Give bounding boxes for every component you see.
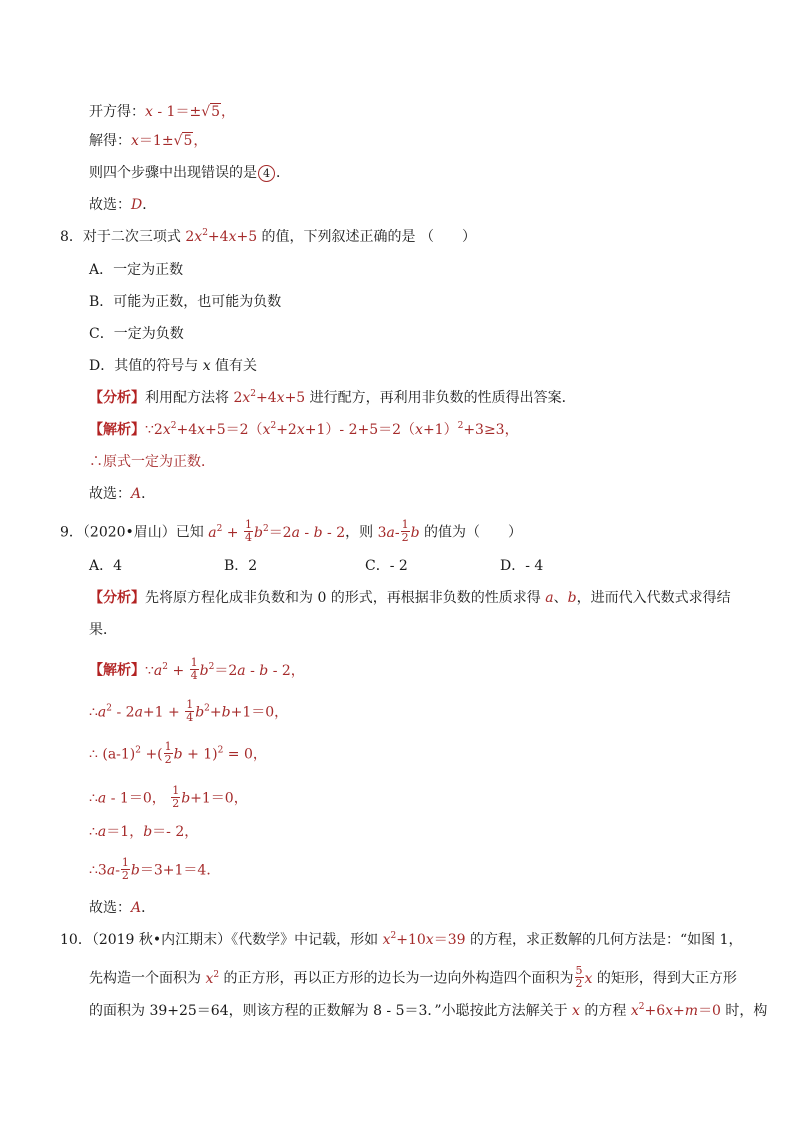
solution-step-result: 解得：x＝1±√5， <box>89 133 208 149</box>
q9-option-d: D．- 4 <box>500 558 544 574</box>
q9-solution-step4: ∴a - 1＝0， $\frac{1}{2}$ b+1＝0， <box>89 784 248 810</box>
q8-analysis: 【分析】利用配方法将 $2x^2+4x+5$ 进行配方，再利用非负数的性质得出答案． <box>89 389 576 406</box>
q8-option-c: C．一定为负数 <box>89 326 184 342</box>
solution-step-square-root: 开方得：x - 1＝±√5， <box>89 104 236 120</box>
q9-solution-step2: $\therefore a^2 - 2a+1$ + $\frac{1}{4}$ $b^2+b+1=0$， <box>89 698 289 724</box>
q8-conclusion: ∴原式一定为正数． <box>89 454 215 470</box>
q8-option-b: B．可能为正数，也可能为负数 <box>89 294 282 310</box>
q8-solution: 【解析】$\because 2x^2+4x+5=2(x^2+2x+1)-$ $2+5=2(x+1)^2+3\ge 3$， <box>89 421 519 438</box>
q9-solution-step3: ∴ $(a-1)^2$ +( $\frac{1}{2}$ b + 1)$^2$ = 0， <box>89 740 267 766</box>
question-9-stem: 9．（2020•眉山）已知 $a^2$ + $\frac{1}{4}$ $b^2=2a - b - 2$，则 3a- $\frac{1}{2}$ b 的值为（ ） <box>60 518 523 544</box>
question-10-line2: 先构造一个面积为 $x^2$ 的正方形，再以正方形的边长为一边向外构造四个面积为 $\frac{5}{2}$ x 的矩形，得到大正方形 <box>89 964 737 990</box>
q9-solution-step6: ∴3a- $\frac{1}{2}$ b＝3+1＝4． <box>89 856 221 882</box>
q9-option-c: C．- 2 <box>365 558 408 574</box>
q9-solution-step1: 【解析】$\because a^2$ + $\frac{1}{4}$ $b^2=2a - b - 2$， <box>89 656 305 682</box>
question-10-line3: 的面积为 39+25＝64，则该方程的正数解为 8 - 5＝3．”小聪按此方法解关于 x 的方程 $x^2+6x+m=0$ 时，构 <box>89 1002 768 1019</box>
answer-line-q9: 故选：A． <box>89 900 156 916</box>
error-step-conclusion: 则四个步骤中出现错误的是 4 ． <box>89 165 290 181</box>
q9-solution-step5: ∴a＝1，b＝- 2， <box>89 824 199 840</box>
q9-option-b: B．2 <box>224 558 258 574</box>
q9-analysis-line2: 果． <box>89 622 117 638</box>
q9-option-a: A．4 <box>89 558 123 574</box>
q9-analysis-line1: 【分析】先将原方程化成非负数和为 0 的形式，再根据非负数的性质求得 a、b，进而代入代数式求得结 <box>89 590 731 606</box>
question-8-stem: 8．对于二次三项式 $2x^2+4x+5$ 的值，下列叙述正确的是 （ ） <box>60 228 477 245</box>
q8-option-d: D．其值的符号与 x 值有关 <box>89 358 258 374</box>
answer-line-q7: 故选：D． <box>89 197 157 213</box>
q8-option-a: A．一定为正数 <box>89 262 184 278</box>
answer-line-q8: 故选：A． <box>89 486 156 502</box>
question-10-line1: 10．（2019 秋•内江期末）《代数学》中记载，形如 $x^2+10x=39$ 的方程，求正数解的几何方法是：“如图 1， <box>60 931 743 948</box>
